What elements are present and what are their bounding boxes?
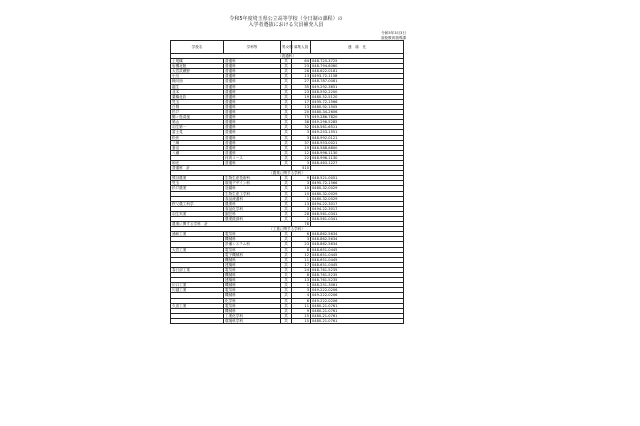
contact-cell: 048-622-0181 xyxy=(311,69,404,74)
quota-cell: 4 xyxy=(292,293,311,298)
course-cell: 普通科 xyxy=(224,145,281,150)
school-name-cell: 北本 xyxy=(171,89,224,94)
course-cell: 普通科 xyxy=(224,104,281,109)
course-cell: 造園科 xyxy=(224,186,281,191)
quota-cell: 9 xyxy=(292,176,311,181)
quota-cell: 3 xyxy=(292,288,311,293)
gender-type-cell: 共 xyxy=(281,293,292,298)
quota-cell: 23 xyxy=(292,89,311,94)
contact-cell: 0480-32-0029 xyxy=(311,196,404,201)
course-cell: 設備システム科 xyxy=(224,242,281,247)
school-name-cell: 上尾橘 xyxy=(171,59,224,64)
contact-cell: 048-651-0445 xyxy=(311,247,404,252)
quota-cell: 28 xyxy=(292,211,311,216)
quota-cell: 1 xyxy=(292,283,311,288)
quota-cell: 3 xyxy=(292,206,311,211)
gender-type-cell: 共 xyxy=(281,135,292,140)
school-name-cell: 大宮武蔵野 xyxy=(171,69,224,74)
contact-cell: 0495-72-1566 xyxy=(311,181,404,186)
quota-cell: 13 xyxy=(292,104,311,109)
course-cell: 普通科 xyxy=(224,115,281,120)
contact-cell: 048-651-0445 xyxy=(311,257,404,262)
school-name-cell: 大宮工業 xyxy=(171,247,224,252)
gender-type-cell: 共 xyxy=(281,120,292,125)
course-cell: 電気科 xyxy=(224,303,281,308)
contact-cell: 0480-32-0029 xyxy=(311,186,404,191)
quota-cell: 1 xyxy=(292,217,311,222)
quota-cell: 15 xyxy=(292,313,311,318)
course-cell: 電気科 xyxy=(224,267,281,272)
school-name-cell: 越生 xyxy=(171,84,224,89)
quota-cell: 8 xyxy=(292,273,311,278)
course-cell: 普通科 xyxy=(224,135,281,140)
contact-cell: 048-588-6800 xyxy=(311,145,404,150)
contact-cell: 048-794-6060 xyxy=(311,64,404,69)
course-cell: 普通科 xyxy=(224,59,281,64)
gender-type-cell: 共 xyxy=(281,247,292,252)
school-name-cell: 三郷 xyxy=(171,140,224,145)
school-name-cell: 久喜工業 xyxy=(171,303,224,308)
contact-cell: 0480-21-0761 xyxy=(311,318,404,323)
contact-cell: 048-463-1227 xyxy=(311,160,404,165)
course-cell: 食品化学科 xyxy=(224,206,281,211)
document-date: 令和5年3月3日 xyxy=(381,31,406,35)
section-label: （普通科） xyxy=(171,54,404,59)
contact-cell: 0480-21-0761 xyxy=(311,303,404,308)
section-label: （工業に関する学科） xyxy=(171,227,404,232)
gender-type-cell: 共 xyxy=(281,176,292,181)
quota-cell: 6 xyxy=(292,232,311,237)
table-body xyxy=(171,54,404,324)
contact-cell: 049-292-3651 xyxy=(311,84,404,89)
quota-cell: 13 xyxy=(292,74,311,79)
quota-cell: 11 xyxy=(292,257,311,262)
quota-cell: 3 xyxy=(292,130,311,135)
course-cell: 農業科 xyxy=(224,201,281,206)
contact-cell: 048-521-0051 xyxy=(311,176,404,181)
gender-type-cell: 共 xyxy=(281,308,292,313)
header-contact: 連 絡 先 xyxy=(311,41,404,54)
contact-cell: 048-725-3725 xyxy=(311,59,404,64)
school-name-cell: 栗橋北彩 xyxy=(171,94,224,99)
school-name-cell: 浦和工業 xyxy=(171,232,224,237)
contact-cell: 048-862-5634 xyxy=(311,237,404,242)
school-name-cell: 川越工業 xyxy=(171,288,224,293)
contact-cell: 049-253-1551 xyxy=(311,130,404,135)
contact-cell: 048-651-0445 xyxy=(311,262,404,267)
contact-cell: 048-561-6511 xyxy=(311,125,404,130)
contact-cell: 048-862-5634 xyxy=(311,232,404,237)
quota-cell: 75 xyxy=(292,115,311,120)
gender-type-cell: 共 xyxy=(281,160,292,165)
contact-cell: 049-296-5285 xyxy=(311,120,404,125)
gender-type-cell: 共 xyxy=(281,257,292,262)
gender-type-cell: 共 xyxy=(281,278,292,283)
gender-type-cell: 共 xyxy=(281,201,292,206)
gender-type-cell: 共 xyxy=(281,181,292,186)
gender-type-cell: 共 xyxy=(281,288,292,293)
quota-cell: 23 xyxy=(292,64,311,69)
quota-cell: 64 xyxy=(292,59,311,64)
quota-cell: 35 xyxy=(292,84,311,89)
school-name-cell: 羽生第一 xyxy=(171,125,224,130)
quota-cell: 13 xyxy=(292,278,311,283)
gender-type-cell: 共 xyxy=(281,104,292,109)
course-cell: 建築科 xyxy=(224,278,281,283)
gender-type-cell: 共 xyxy=(281,130,292,135)
gender-type-cell: 共 xyxy=(281,64,292,69)
course-cell: 体育コース xyxy=(224,155,281,160)
course-cell: 機械科 xyxy=(224,273,281,278)
quota-cell: 1 xyxy=(292,196,311,201)
school-name-cell: 桶川西 xyxy=(171,79,224,84)
course-cell: 普通科 xyxy=(224,84,281,89)
contact-cell: 048-761-5235 xyxy=(311,273,404,278)
quota-cell: 6 xyxy=(292,298,311,303)
course-cell: 普通科 xyxy=(224,140,281,145)
subtotal-value: 78 xyxy=(292,222,311,227)
school-name-cell xyxy=(171,318,224,323)
quota-cell: 19 xyxy=(292,145,311,150)
school-name-cell: 児玉 xyxy=(171,181,224,186)
school-name-cell: 羽生実業 xyxy=(171,211,224,216)
gender-type-cell: 共 xyxy=(281,237,292,242)
school-name-cell: 児玉 xyxy=(171,99,224,104)
course-cell: 普通科 xyxy=(224,110,281,115)
gender-type-cell: 共 xyxy=(281,94,292,99)
course-cell: 園芸科 xyxy=(224,211,281,216)
document-title-line1: 令和5年度埼玉県公立高等学校（全日制の課程）の xyxy=(229,16,343,22)
quota-cell: 12 xyxy=(292,252,311,257)
contact-cell: 048-251-3061 xyxy=(311,283,404,288)
contact-cell: 0480-21-0761 xyxy=(311,308,404,313)
course-cell: 電気科 xyxy=(224,247,281,252)
gender-type-cell: 共 xyxy=(281,74,292,79)
quota-cell: 20 xyxy=(292,110,311,115)
contact-cell: 0495-72-1566 xyxy=(311,99,404,104)
quota-cell: 12 xyxy=(292,150,311,155)
course-cell: 普通科 xyxy=(224,89,281,94)
course-cell: 機械科 xyxy=(224,257,281,262)
gender-type-cell: 共 xyxy=(281,89,292,94)
contact-cell: 048-651-0445 xyxy=(311,252,404,257)
course-cell: 工業化学科 xyxy=(224,313,281,318)
document-title-line2: 入学者選抜における欠員補充人員 xyxy=(248,22,324,28)
course-cell: 環境科学科 xyxy=(224,318,281,323)
gender-type-cell: 共 xyxy=(281,196,292,201)
gender-type-cell: 共 xyxy=(281,140,292,145)
gender-type-cell: 共 xyxy=(281,191,292,196)
contact-cell: 048-561-0341 xyxy=(311,211,404,216)
course-cell: 普通科 xyxy=(224,94,281,99)
gender-type-cell: 共 xyxy=(281,262,292,267)
quota-cell: 3 xyxy=(292,160,311,165)
contact-cell: 048-761-5235 xyxy=(311,278,404,283)
course-cell: 普通科 xyxy=(224,120,281,125)
course-cell: 普通科 xyxy=(224,130,281,135)
school-name-cell: 杉戸農業 xyxy=(171,186,224,191)
contact-cell: 049-222-0206 xyxy=(311,288,404,293)
header-school: 学校名 xyxy=(171,41,224,54)
quota-cell: 13 xyxy=(292,201,311,206)
contact-cell: 048-862-5634 xyxy=(311,242,404,247)
contact-cell: 0480-32-0029 xyxy=(311,191,404,196)
course-cell: 食品流通科 xyxy=(224,196,281,201)
gender-type-cell: 共 xyxy=(281,318,292,323)
school-name-cell: 岩槻北陵 xyxy=(171,64,224,69)
quota-cell: 8 xyxy=(292,247,311,252)
school-name-cell: 妻沼 xyxy=(171,145,224,150)
gender-type-cell: 共 xyxy=(281,155,292,160)
contact-cell: 0493-72-1158 xyxy=(311,74,404,79)
vacancy-table xyxy=(170,40,404,324)
gender-type-cell: 共 xyxy=(281,186,292,191)
quota-cell: 38 xyxy=(292,120,311,125)
contact-cell: 0480-92-1505 xyxy=(311,104,404,109)
course-cell: 普通科 xyxy=(224,64,281,69)
school-name-cell: 白岡 xyxy=(171,104,224,109)
course-cell: 普通科 xyxy=(224,160,281,165)
quota-cell: 3 xyxy=(292,237,311,242)
subtotal-value: 510 xyxy=(292,166,311,171)
quota-cell: 10 xyxy=(292,186,311,191)
contact-cell: 0480-34-2606 xyxy=(311,110,404,115)
school-name-cell: 鳩山 xyxy=(171,120,224,125)
subtotal-label: 農業に関する学科 計 xyxy=(171,222,292,227)
contact-cell: 049-222-0206 xyxy=(311,298,404,303)
gender-type-cell: 共 xyxy=(281,252,292,257)
quota-cell: 19 xyxy=(292,94,311,99)
school-name-cell: 川口工業 xyxy=(171,283,224,288)
contact-cell: 0494-22-3017 xyxy=(311,201,404,206)
course-cell: 機械科 xyxy=(224,237,281,242)
course-cell: 機械科 xyxy=(224,293,281,298)
contact-cell: 048-561-0341 xyxy=(311,217,404,222)
gender-type-cell: 共 xyxy=(281,69,292,74)
school-name-cell: 鶴ヶ島清風 xyxy=(171,115,224,120)
school-name-cell: 春日部工業 xyxy=(171,267,224,272)
quota-cell: 3 xyxy=(292,135,311,140)
quota-cell: 17 xyxy=(292,99,311,104)
course-cell: 化学科 xyxy=(224,298,281,303)
gender-type-cell: 共 xyxy=(281,84,292,89)
course-cell: 普通科 xyxy=(224,74,281,79)
course-cell: 生物生産工学科 xyxy=(224,191,281,196)
course-cell: 電気科 xyxy=(224,232,281,237)
contact-cell: 048-992-0121 xyxy=(311,135,404,140)
document-department: 高校教育指導課 xyxy=(380,36,406,40)
contact-cell: 048-953-0021 xyxy=(311,140,404,145)
contact-cell: 0494-22-3017 xyxy=(311,206,404,211)
header-quota: 募集人員 xyxy=(292,41,311,54)
gender-type-cell: 共 xyxy=(281,150,292,155)
subtotal-label: 普通科 計 xyxy=(171,166,292,171)
course-cell: 普通科 xyxy=(224,150,281,155)
school-name-cell: 和光 xyxy=(171,160,224,165)
section-label: （農業に関する学科） xyxy=(171,171,404,176)
contact-cell: 049-222-0206 xyxy=(311,293,404,298)
quota-cell: 32 xyxy=(292,125,311,130)
gender-type-cell: 共 xyxy=(281,273,292,278)
course-cell: 環境デザイン科 xyxy=(224,181,281,186)
contact-cell: 048-996-1130 xyxy=(311,155,404,160)
contact-cell: 048-996-1130 xyxy=(311,150,404,155)
header-course: 学科等 xyxy=(224,41,281,54)
quota-cell: 28 xyxy=(292,69,311,74)
quota-cell: 10 xyxy=(292,191,311,196)
quota-cell: 11 xyxy=(292,303,311,308)
table-header-row xyxy=(171,41,404,54)
table-row xyxy=(171,318,404,323)
school-name-cell: 杉戸 xyxy=(171,110,224,115)
quota-cell: 22 xyxy=(292,155,311,160)
gender-type-cell: 共 xyxy=(281,115,292,120)
gender-type-cell: 共 xyxy=(281,267,292,272)
school-name-cell: 小川 xyxy=(171,74,224,79)
gender-type-cell: 共 xyxy=(281,283,292,288)
quota-cell: 15 xyxy=(292,318,311,323)
gender-type-cell: 共 xyxy=(281,145,292,150)
gender-type-cell: 共 xyxy=(281,79,292,84)
contact-cell: 048-761-5235 xyxy=(311,267,404,272)
gender-type-cell: 共 xyxy=(281,99,292,104)
gender-type-cell: 共 xyxy=(281,232,292,237)
gender-type-cell: 共 xyxy=(281,206,292,211)
course-cell: 機械科 xyxy=(224,308,281,313)
course-cell: 普通科 xyxy=(224,79,281,84)
gender-type-cell: 共 xyxy=(281,59,292,64)
gender-type-cell: 共 xyxy=(281,125,292,130)
quota-cell: 9 xyxy=(292,308,311,313)
gender-type-cell: 共 xyxy=(281,110,292,115)
gender-type-cell: 共 xyxy=(281,242,292,247)
course-cell: 建築科 xyxy=(224,262,281,267)
header-type: 男女別 xyxy=(281,41,292,54)
quota-cell: 24 xyxy=(292,267,311,272)
school-name-cell: 松伏 xyxy=(171,135,224,140)
contact-cell: 049-286-7820 xyxy=(311,115,404,120)
school-name-cell: 秩父農工科学 xyxy=(171,201,224,206)
course-cell: 普通科 xyxy=(224,69,281,74)
contact-cell: 0480-52-5120 xyxy=(311,94,404,99)
contact-cell: 048-592-2200 xyxy=(311,89,404,94)
quota-cell: 37 xyxy=(292,140,311,145)
course-cell: 普通科 xyxy=(224,125,281,130)
gender-type-cell: 共 xyxy=(281,298,292,303)
course-cell: 生物生産技術科 xyxy=(224,176,281,181)
school-name-cell: 熊谷農業 xyxy=(171,176,224,181)
quota-cell: 17 xyxy=(292,262,311,267)
quota-cell: 3 xyxy=(292,181,311,186)
school-name-cell: 富士見 xyxy=(171,130,224,135)
document-page xyxy=(162,0,410,426)
gender-type-cell: 共 xyxy=(281,303,292,308)
gender-type-cell: 共 xyxy=(281,211,292,216)
course-cell: 電子機械科 xyxy=(224,252,281,257)
quota-cell: 23 xyxy=(292,242,311,247)
course-cell: 農業経済科 xyxy=(224,217,281,222)
course-cell: 電気科 xyxy=(224,288,281,293)
course-cell: 機械科 xyxy=(224,283,281,288)
quota-cell: 27 xyxy=(292,79,311,84)
school-name-cell: 八潮 xyxy=(171,150,224,155)
gender-type-cell: 共 xyxy=(281,217,292,222)
contact-cell: 048-787-0081 xyxy=(311,79,404,84)
contact-cell: 0480-21-0761 xyxy=(311,313,404,318)
gender-type-cell: 共 xyxy=(281,313,292,318)
course-cell: 普通科 xyxy=(224,99,281,104)
